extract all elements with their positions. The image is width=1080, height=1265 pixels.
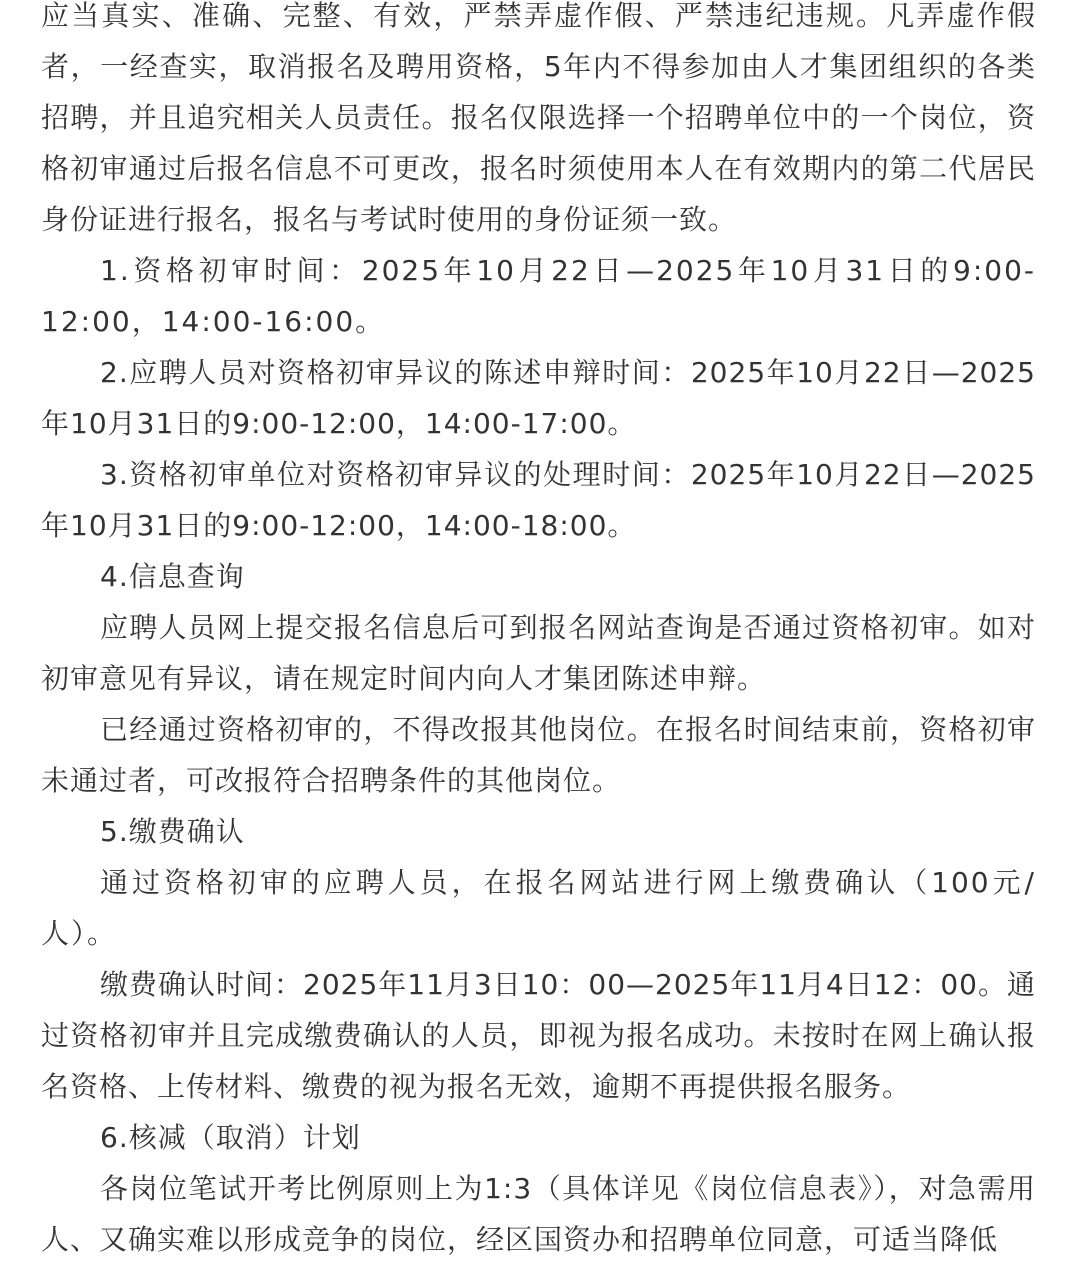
- heading-payment-confirm: 5.缴费确认: [100, 815, 245, 848]
- paragraph-info-query: 应聘人员网上提交报名信息后可到报名网站查询是否通过资格初审。如对初审意见有异议，请在规定时间内向人才集团陈述申辩。: [41, 611, 1036, 695]
- paragraph-review-time: 1.资格初审时间：2025年10月22日—2025年10月31日的9:00-12:00，14:00-16:00。: [41, 254, 1036, 338]
- paragraph-payment-fee: 通过资格初审的应聘人员，在报名网站进行网上缴费确认（100元/人）。: [41, 866, 1036, 950]
- heading-plan-reduction: 6.核减（取消）计划: [100, 1121, 361, 1154]
- paragraph-appeal-time: 2.应聘人员对资格初审异议的陈述申辩时间：2025年10月22日—2025年10月31日的9:00-12:00，14:00-17:00。: [41, 356, 1036, 440]
- heading-info-query: 4.信息查询: [100, 560, 245, 593]
- paragraph-payment-time: 缴费确认时间：2025年11月3日10：00—2025年11月4日12：00。通过资格初审并且完成缴费确认的人员，即视为报名成功。未按时在网上确认报名资格、上传材料、缴费的视为报名无效，逾期不再提供报名服务。: [41, 968, 1036, 1103]
- paragraph-handling-time: 3.资格初审单位对资格初审异议的处理时间：2025年10月22日—2025年10月31日的9:00-12:00，14:00-18:00。: [41, 458, 1036, 542]
- paragraph-change-position: 已经通过资格初审的，不得改报其他岗位。在报名时间结束前，资格初审未通过者，可改报符合招聘条件的其他岗位。: [41, 713, 1036, 797]
- paragraph-plan-reduction: 各岗位笔试开考比例原则上为1:3（具体详见《岗位信息表》），对急需用人、又确实难以形成竞争的岗位，经区国资办和招聘单位同意，可适当降低: [41, 1172, 1036, 1256]
- paragraph-registration-rules: 应当真实、准确、完整、有效，严禁弄虚作假、严禁违纪违规。凡弄虚作假者，一经查实，取消报名及聘用资格，5年内不得参加由人才集团组织的各类招聘，并且追究相关人员责任。报名仅限选择一个招聘单位中的一个岗位，资格初审通过后报名信息不可更改，报名时须使用本人在有效期内的第二代居民身份证进行报名，报名与考试时使用的身份证须一致。: [41, 0, 1036, 236]
